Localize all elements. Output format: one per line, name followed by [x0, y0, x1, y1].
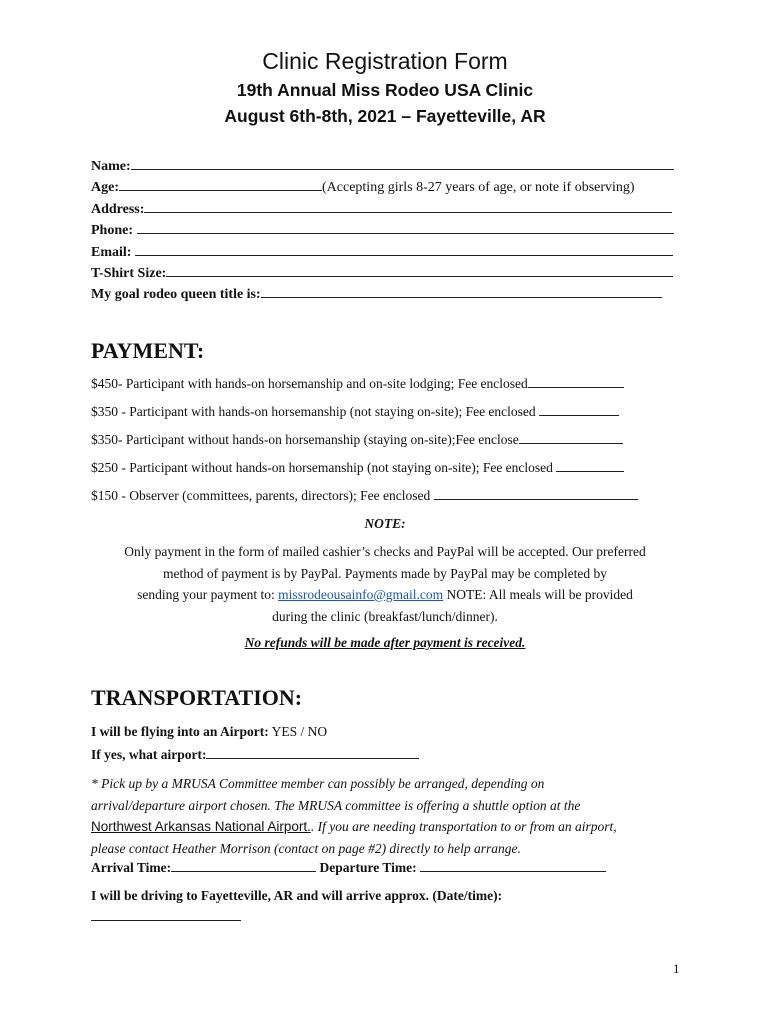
address-label: Address:	[91, 202, 145, 217]
form-dates: August 6th-8th, 2021 – Fayetteville, AR	[224, 106, 546, 126]
payment-heading: PAYMENT:	[91, 338, 205, 363]
airport-link[interactable]: Northwest Arkansas National Airport.	[91, 819, 311, 834]
payment-blank[interactable]	[556, 459, 624, 472]
address-row	[91, 200, 672, 218]
age-row	[91, 178, 635, 196]
departure-label: Departure Time:	[319, 860, 417, 875]
form-subtitle: 19th Annual Miss Rodeo USA Clinic	[236, 80, 534, 100]
payment-option-250	[91, 459, 624, 476]
page-number: 1	[673, 961, 680, 976]
note-line: method of payment is by PayPal. Payments made by PayPal may be completed by	[163, 565, 607, 581]
arrival-field[interactable]	[171, 859, 316, 872]
note-line	[80, 584, 690, 606]
transportation-heading: TRANSPORTATION:	[91, 685, 303, 710]
tshirt-label: T-Shirt Size:	[91, 266, 167, 281]
goal-label: My goal rodeo queen title is:	[91, 287, 261, 302]
airport-row	[91, 746, 419, 763]
pickup-line	[91, 816, 691, 838]
payment-option-label: $250 - Participant without hands-on horsemanship (not staying on-site); Fee enclosed	[91, 460, 553, 475]
payment-blank[interactable]	[519, 431, 623, 444]
note-heading: NOTE:	[364, 516, 406, 531]
name-label: Name:	[91, 159, 131, 174]
name-row	[91, 157, 674, 175]
departure-field[interactable]	[420, 859, 606, 872]
tshirt-row	[91, 264, 673, 282]
note-line-prefix: sending your payment to:	[137, 587, 279, 602]
age-field[interactable]	[119, 178, 322, 191]
payment-option-450	[91, 375, 624, 392]
pickup-line: * Pick up by a MRUSA Committee member can possibly be arranged, depending on	[91, 776, 545, 791]
phone-row	[91, 221, 674, 239]
email-link[interactable]: missrodeousainfo@gmail.com	[278, 587, 444, 602]
airport-label: If yes, what airport:	[91, 747, 207, 762]
flying-row	[91, 724, 327, 740]
pickup-line: arrival/departure airport chosen. The MRUSA committee is offering a shuttle option at the	[91, 797, 581, 813]
payment-blank[interactable]	[539, 403, 619, 416]
email-field[interactable]	[135, 243, 673, 256]
note-line: Only payment in the form of mailed cashier’s checks and PayPal will be accepted. Our preferred	[124, 544, 646, 559]
phone-field[interactable]	[137, 221, 674, 234]
email-row	[91, 243, 673, 261]
payment-option-label: $450- Participant with hands-on horsemanship and on-site lodging; Fee enclosed	[91, 376, 528, 391]
payment-option-350-onsite	[91, 431, 623, 448]
refund-notice: No refunds will be made after payment is received.	[244, 635, 526, 650]
note-line: during the clinic (breakfast/lunch/dinner).	[272, 608, 498, 624]
times-row	[91, 859, 606, 876]
goal-row	[91, 285, 662, 303]
airport-field[interactable]	[206, 746, 419, 759]
payment-blank[interactable]	[528, 375, 624, 388]
address-field[interactable]	[144, 200, 672, 213]
arrival-label: Arrival Time:	[91, 860, 172, 875]
payment-option-350-offsite	[91, 403, 619, 420]
payment-option-label: $350 - Participant with hands-on horsemanship (not staying on-site); Fee enclosed	[91, 404, 536, 419]
email-label: Email:	[91, 245, 132, 260]
age-note: (Accepting girls 8-27 years of age, or note if observing)	[322, 180, 635, 195]
age-label: Age:	[91, 180, 119, 195]
flying-options[interactable]: YES / NO	[271, 724, 328, 739]
note-line-suffix: NOTE: All meals will be provided	[443, 587, 633, 602]
payment-note	[80, 541, 690, 627]
payment-blank[interactable]	[434, 487, 638, 500]
tshirt-field[interactable]	[166, 264, 673, 277]
pickup-line: please contact Heather Morrison (contact on page #2) directly to help arrange.	[91, 840, 521, 856]
pickup-line-suffix: . If you are needing transportation to or from an airport,	[310, 819, 617, 834]
payment-option-label: $350- Participant without hands-on horsemanship (staying on-site);Fee enclose	[91, 432, 519, 447]
flying-label: I will be flying into an Airport:	[91, 724, 269, 739]
form-title: Clinic Registration Form	[262, 48, 508, 74]
phone-label: Phone:	[91, 223, 133, 238]
driving-label: I will be driving to Fayetteville, AR and will arrive approx. (Date/time):	[91, 888, 503, 903]
payment-option-label: $150 - Observer (committees, parents, directors); Fee enclosed	[91, 488, 431, 503]
pickup-info	[91, 773, 691, 859]
payment-option-150	[91, 487, 638, 504]
driving-row	[91, 908, 241, 925]
driving-field[interactable]	[91, 908, 241, 921]
name-field[interactable]	[131, 157, 674, 170]
goal-field[interactable]	[261, 285, 662, 298]
